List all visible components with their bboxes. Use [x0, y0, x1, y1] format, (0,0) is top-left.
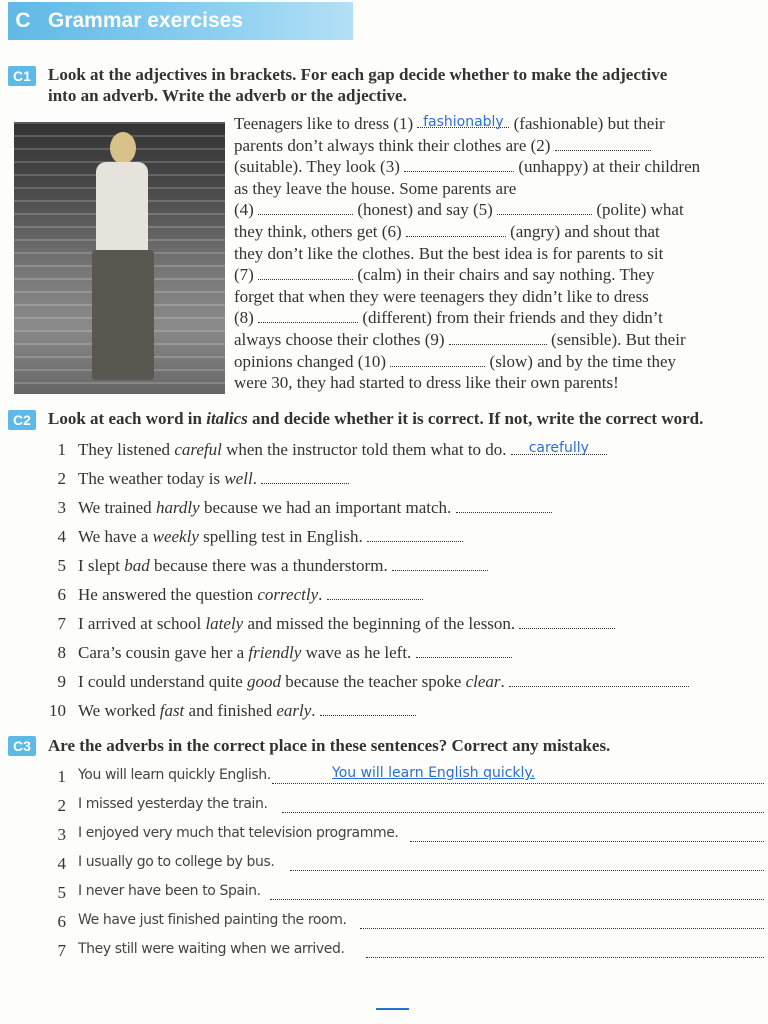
story-text: Teenagers like to dress (1)	[234, 114, 418, 133]
sentence-text: They still were waiting when we arrived.	[78, 941, 345, 957]
sentence-text: I enjoyed very much that television programme.	[78, 825, 399, 841]
teenager-photo	[14, 122, 225, 394]
item-number: 5	[57, 883, 66, 902]
instruction-line: into an adverb. Write the adverb or the adjective.	[48, 86, 407, 105]
handwritten-answer: fashionably	[423, 114, 504, 130]
text: I could understand quite	[78, 672, 248, 691]
story-line	[234, 113, 764, 135]
instruction-text: and decide whether it is correct. If not, write the correct word.	[247, 409, 704, 428]
story-line	[234, 156, 764, 178]
sentence-text	[78, 585, 423, 605]
story-text: (4)	[234, 200, 259, 220]
answer-line[interactable]	[270, 898, 764, 900]
story-line	[234, 329, 764, 351]
story-text: (angry) and shout that	[505, 221, 660, 241]
exercise-c3-instruction: Are the adverbs in the correct place in these sentences? Correct any mistakes.	[48, 736, 611, 755]
text: .	[252, 469, 257, 488]
c1-story-text	[234, 113, 764, 394]
c3-sentence	[0, 883, 768, 905]
story-text: (calm) in their chairs and say nothing. They	[353, 265, 655, 285]
story-text: forget that when they were teenagers they didn’t like to dress	[234, 286, 649, 306]
story-text: (polite) what	[592, 200, 684, 220]
answer-gap[interactable]	[417, 113, 509, 128]
italic-word: good	[247, 672, 282, 691]
italic-word: correctly	[257, 585, 319, 604]
c3-sentence	[0, 796, 768, 818]
blue-mark	[376, 1008, 409, 1010]
text: I arrived at school	[78, 614, 206, 633]
story-text: (honest) and say (5)	[353, 200, 498, 220]
handwritten-answer: carefully	[528, 440, 589, 456]
section-letter: C	[15, 9, 31, 32]
exercise-c1-instruction	[48, 64, 764, 106]
text: .	[318, 585, 323, 604]
exercise-badge-c2: C2	[8, 410, 36, 430]
answer-gap[interactable]	[327, 585, 423, 600]
answer-gap[interactable]	[258, 200, 353, 215]
answer-gap[interactable]	[511, 440, 607, 455]
item-number: 7	[57, 614, 66, 633]
answer-line[interactable]	[360, 927, 764, 929]
text: They listened	[78, 440, 175, 459]
text: We trained	[78, 498, 156, 517]
item-number: 7	[57, 941, 66, 960]
answer-gap[interactable]	[261, 469, 349, 484]
text: Cara’s cousin gave her a	[78, 643, 249, 662]
answer-gap[interactable]	[367, 527, 463, 542]
text: because there was a thunderstorm.	[149, 556, 388, 575]
answer-line[interactable]	[272, 782, 764, 784]
sentence-text	[78, 614, 615, 634]
exercise-badge-c1: C1	[8, 66, 36, 86]
story-text: they don’t like the clothes. But the best idea is for parents to sit	[234, 243, 664, 263]
item-number: 2	[57, 796, 66, 815]
sentence-text	[78, 440, 607, 460]
section-banner	[8, 2, 353, 40]
text: We have a	[78, 527, 153, 546]
person-head	[110, 132, 136, 164]
sentence-text	[78, 469, 349, 489]
sentence-text	[78, 498, 552, 518]
answer-gap[interactable]	[404, 157, 514, 172]
sentence-text	[78, 672, 689, 692]
story-text: opinions changed (10)	[234, 351, 391, 371]
story-line	[234, 199, 764, 221]
sentence-text: I usually go to college by bus.	[78, 854, 275, 870]
italic-word: hardly	[155, 498, 200, 517]
item-number: 3	[57, 498, 66, 517]
instruction-line: Look at the adjectives in brackets. For each gap decide whether to make the adjective	[48, 65, 668, 84]
answer-gap[interactable]	[390, 352, 485, 367]
text: when the instructor told them what to do.	[221, 440, 507, 459]
answer-gap[interactable]	[320, 701, 416, 716]
story-text: (sensible). But their	[546, 329, 686, 349]
sentence-text	[78, 527, 463, 547]
item-number: 8	[57, 643, 66, 662]
story-line	[234, 264, 764, 286]
item-number: 6	[57, 585, 66, 604]
answer-gap[interactable]	[497, 200, 592, 215]
text: I slept	[78, 556, 125, 575]
text: wave as he left.	[301, 643, 412, 662]
story-line	[234, 243, 764, 265]
story-line	[234, 178, 764, 200]
story-text: (7)	[234, 265, 259, 285]
item-number: 9	[57, 672, 66, 691]
italic-word: bad	[124, 556, 150, 575]
answer-line[interactable]	[366, 956, 764, 958]
sentence-text	[78, 643, 512, 663]
answer-gap[interactable]	[258, 265, 353, 280]
story-text: (slow) and by the time they	[485, 351, 677, 371]
story-text: (8)	[234, 308, 259, 328]
story-line	[234, 372, 764, 394]
italic-word: early	[276, 701, 312, 720]
answer-line[interactable]	[410, 840, 764, 842]
sentence-text: I missed yesterday the train.	[78, 796, 268, 812]
instruction-text: Look at each word in	[48, 409, 207, 428]
section-title: Grammar exercises	[48, 9, 243, 32]
answer-gap[interactable]	[406, 222, 506, 237]
story-text: always choose their clothes (9)	[234, 329, 449, 349]
person-legs	[92, 250, 154, 380]
sentence-text: You will learn quickly English.	[78, 767, 271, 783]
answer-gap[interactable]	[258, 308, 358, 323]
italic-word: friendly	[248, 643, 302, 662]
text: spelling test in English.	[198, 527, 363, 546]
c3-sentence	[0, 912, 768, 934]
answer-gap[interactable]	[392, 556, 488, 571]
answer-gap[interactable]	[555, 136, 651, 151]
c3-sentence	[0, 854, 768, 876]
c3-sentence	[0, 941, 768, 963]
item-number: 1	[57, 440, 66, 459]
item-number: 10	[49, 701, 66, 720]
italic-word: lately	[205, 614, 244, 633]
text: He answered the question	[78, 585, 258, 604]
story-text: (different) from their friends and they didn’t	[358, 308, 663, 328]
story-text: parents don’t always think their clothes are (2)	[234, 135, 555, 155]
story-line	[234, 135, 764, 157]
handwritten-answer: You will learn English quickly.	[332, 765, 536, 781]
answer-gap[interactable]	[509, 672, 689, 687]
italic-word: careful	[174, 440, 222, 459]
text: The weather today is	[78, 469, 225, 488]
c3-sentence	[0, 767, 768, 789]
instruction-italic: italics	[206, 409, 248, 428]
sentence-text	[78, 701, 416, 721]
item-number: 3	[57, 825, 66, 844]
item-number: 6	[57, 912, 66, 931]
story-text: they think, others get (6)	[234, 221, 406, 241]
story-text: (fashionable) but their	[509, 114, 665, 133]
story-line	[234, 307, 764, 329]
story-text: as they leave the house. Some parents are	[234, 178, 517, 198]
exercise-badge-c3: C3	[8, 736, 36, 756]
answer-gap[interactable]	[519, 614, 615, 629]
answer-line[interactable]	[282, 811, 764, 813]
text: .	[311, 701, 316, 720]
italic-word: fast	[159, 701, 185, 720]
text: We worked	[78, 701, 160, 720]
italic-word: well	[224, 469, 253, 488]
text: because the teacher spoke	[281, 672, 466, 691]
exercise-c2-instruction	[48, 408, 768, 429]
sentence-text: I never have been to Spain.	[78, 883, 261, 899]
text: because we had an important match.	[199, 498, 452, 517]
person-body	[96, 162, 148, 254]
story-line	[234, 286, 764, 308]
sentence-text	[78, 556, 488, 576]
italic-word: clear	[465, 672, 501, 691]
item-number: 4	[57, 527, 66, 546]
answer-gap[interactable]	[456, 498, 552, 513]
answer-gap[interactable]	[416, 643, 512, 658]
story-text: (suitable). They look (3)	[234, 157, 405, 177]
text: and missed the beginning of the lesson.	[243, 614, 516, 633]
text: and finished	[184, 701, 277, 720]
story-line	[234, 351, 764, 373]
c3-sentence	[0, 825, 768, 847]
story-text: (unhappy) at their children	[514, 157, 701, 177]
story-line	[234, 221, 764, 243]
italic-word: weekly	[152, 527, 199, 546]
answer-line[interactable]	[290, 869, 764, 871]
sentence-text: We have just finished painting the room.	[78, 912, 347, 928]
answer-gap[interactable]	[449, 330, 547, 345]
item-number: 5	[57, 556, 66, 575]
item-number: 2	[57, 469, 66, 488]
text: .	[500, 672, 505, 691]
story-text: were 30, they had started to dress like their own parents!	[234, 373, 619, 393]
item-number: 4	[57, 854, 66, 873]
item-number: 1	[57, 767, 66, 786]
